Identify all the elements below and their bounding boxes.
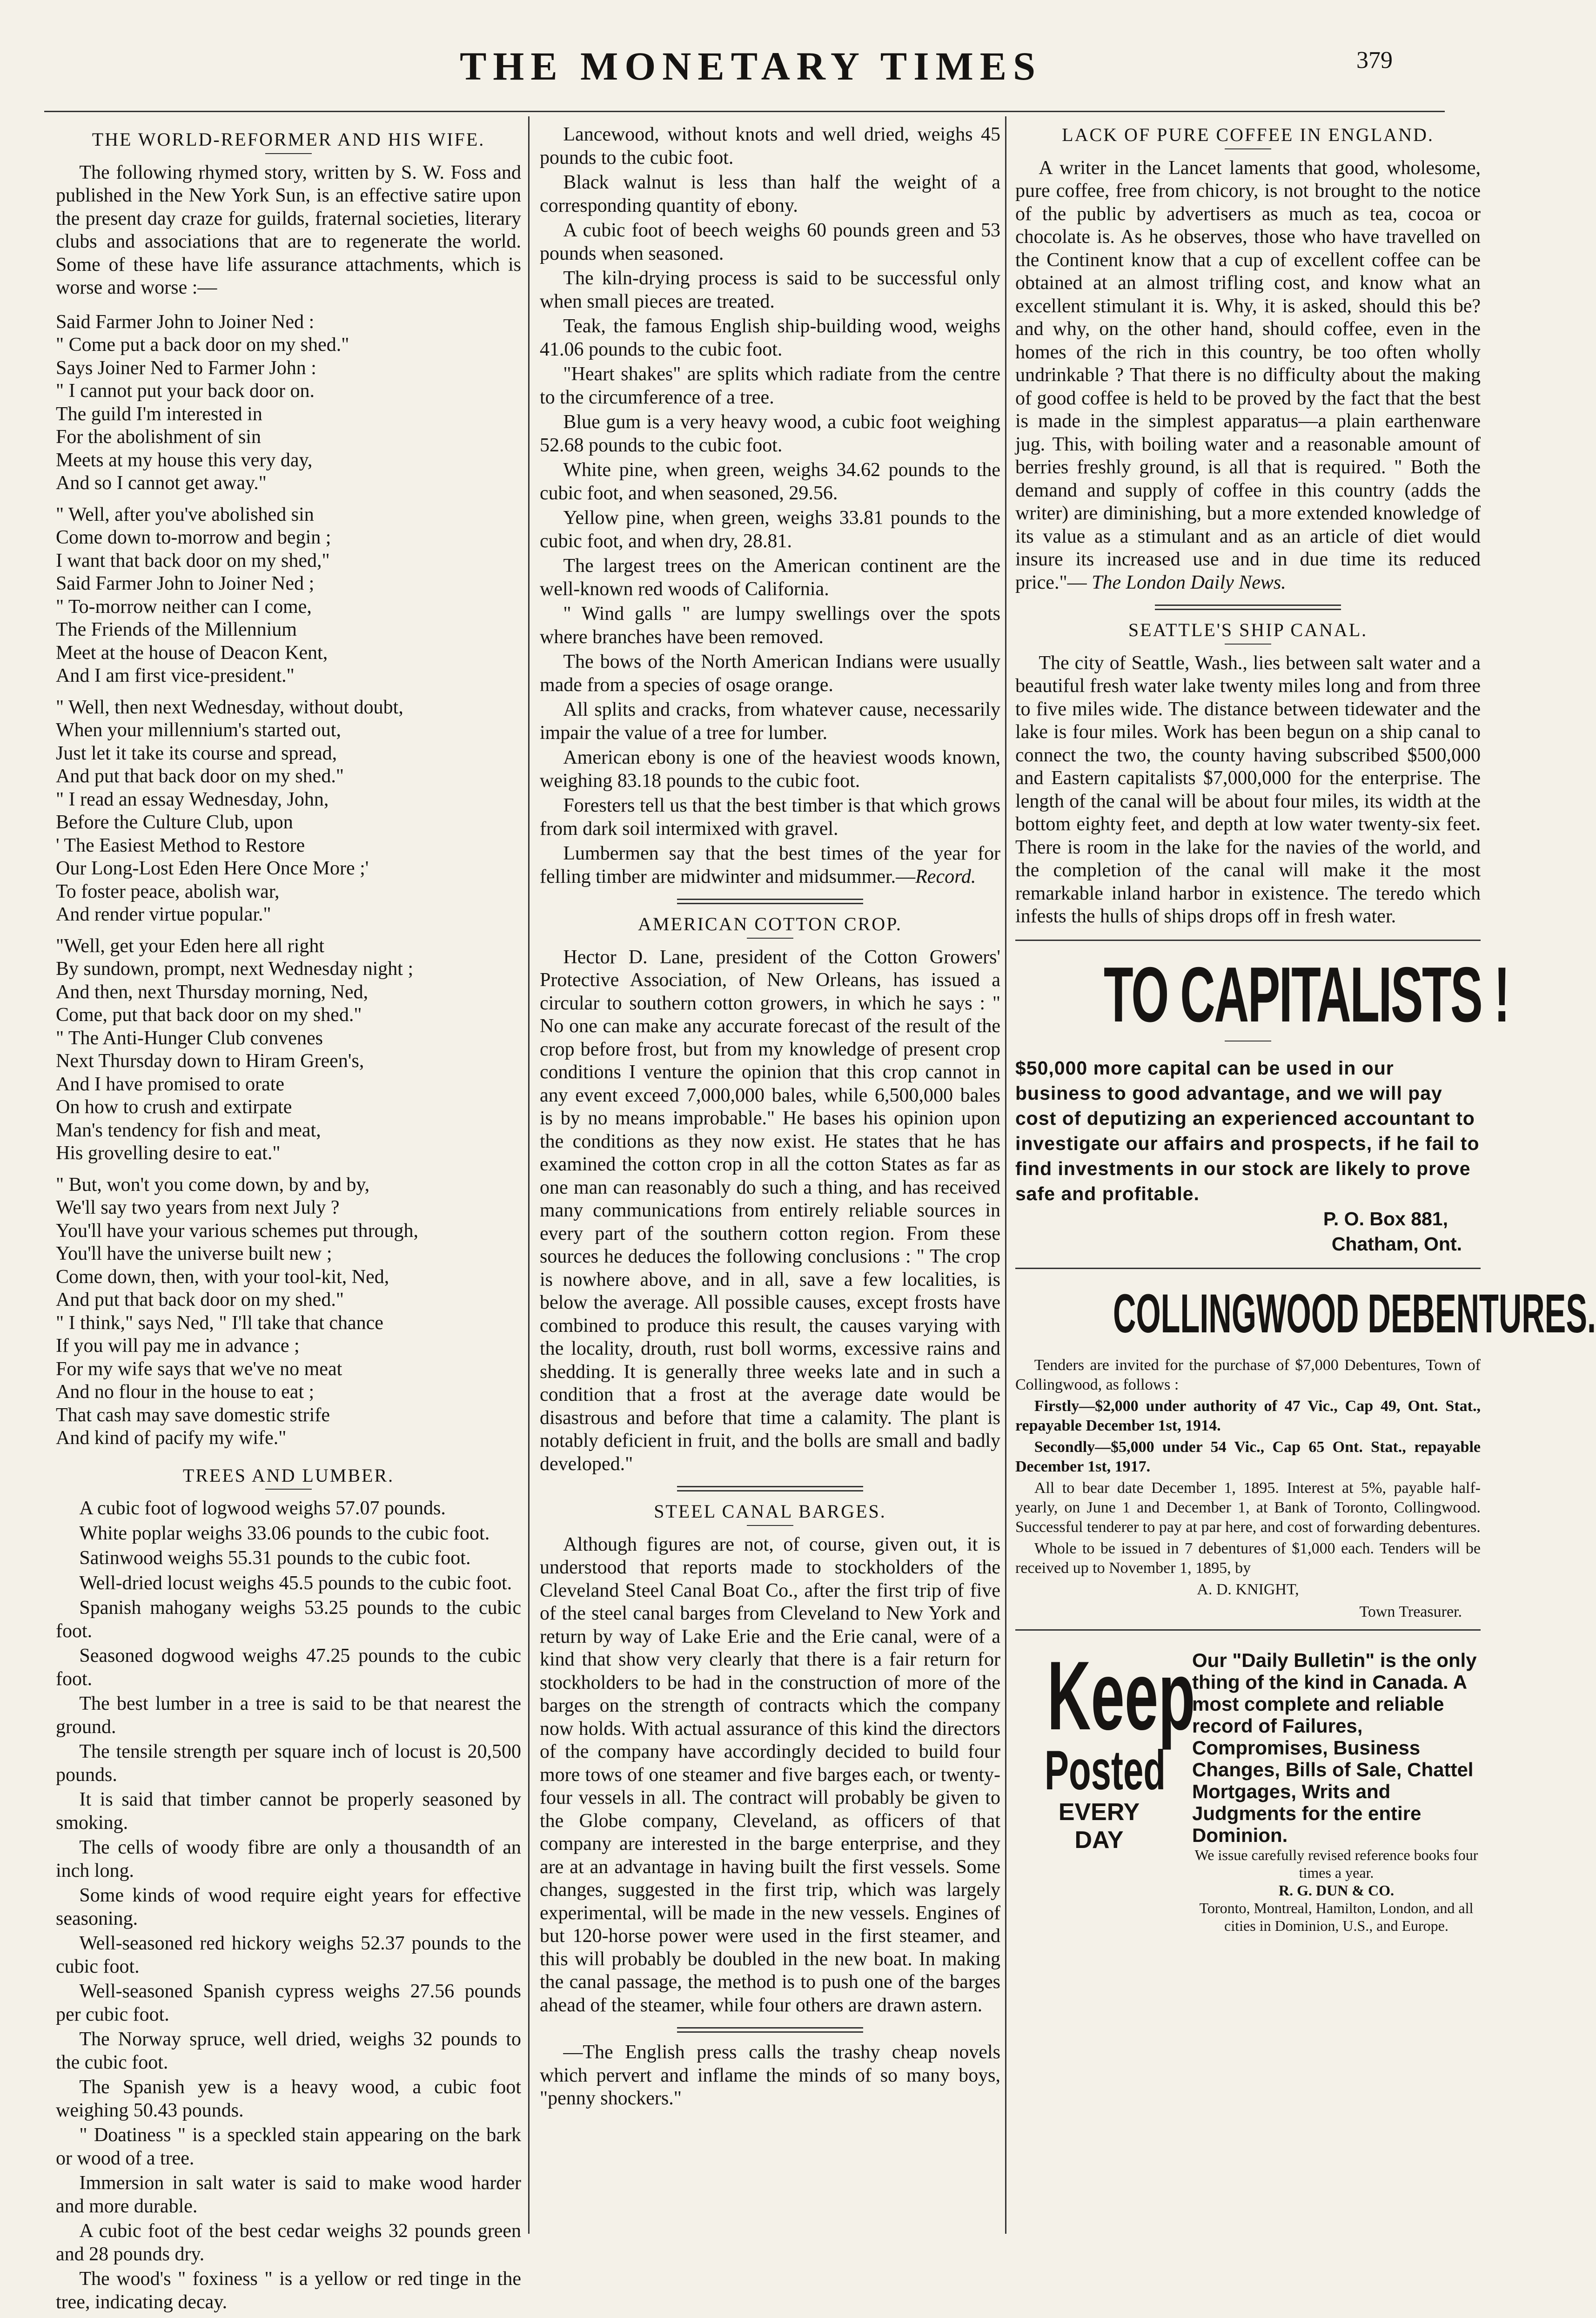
column-1 <box>56 123 521 2313</box>
collingwood-first: Firstly—$2,000 under authority of 47 Vic., Cap 49, Ont. Stat., repayable December 1st, 1914. <box>1015 1397 1481 1434</box>
daily-bulletin-text: Our "Daily Bulletin" is the only thing of the kind in Canada. A most complete and reliable record of Failures, Compromises, Business Changes, Bills of Sale, Chattel Mortgages, Writs and Judgments for the entire Dominion. <box>1192 1649 1477 1846</box>
poem-line: Man's tendency for fish and meat, <box>56 1119 321 1141</box>
column-rule-1 <box>528 116 530 2234</box>
every-word: EVERY <box>1058 1798 1140 1826</box>
trees-list-2 <box>540 123 1000 840</box>
trees-paragraph: The best lumber in a tree is said to be that nearest the ground. <box>56 1693 521 1738</box>
poem-line: His grovelling desire to eat." <box>56 1142 281 1164</box>
poem-line: Come down, then, with your tool-kit, Ned, <box>56 1266 389 1288</box>
title-dash <box>747 1525 793 1526</box>
column-2 <box>540 123 1000 2245</box>
poem-line: " But, won't you come down, by and by, <box>56 1174 370 1196</box>
world-reformer-intro: The following rhymed story, written by S. W. Foss and published in the New York Sun, is an effective satire upon the present day craze for guilds, fraternal societies, literary clubs and associations that are to regenerate the world. Some of these have life assurance attachments, which is worse and worse :— <box>56 161 521 298</box>
collingwood-name: A. D. KNIGHT, <box>1197 1580 1299 1598</box>
dun-firm: R. G. DUN & CO. <box>1279 1881 1394 1899</box>
poem-stanza <box>56 935 521 1165</box>
title-dash <box>265 1489 312 1490</box>
poem-line: " I cannot put your back door on. <box>56 380 315 402</box>
poem <box>56 311 521 1450</box>
poem-line: " To-morrow neither can I come, <box>56 596 312 618</box>
coffee-text <box>1015 157 1481 595</box>
capitalists-ad-headline: TO CAPITALISTS ! <box>1104 950 1509 1038</box>
collingwood-second: Secondly—$5,000 under 54 Vic., Cap 65 Ont. Stat., repayable December 1st, 1917. <box>1015 1438 1481 1475</box>
trees-paragraph: Well-dried locust weighs 45.5 pounds to the cubic foot. <box>79 1572 512 1594</box>
double-rule <box>677 2027 863 2033</box>
trees-source: Record. <box>915 866 976 887</box>
double-rule <box>677 1486 863 1492</box>
poem-line: Our Long-Lost Eden Here Once More ;' <box>56 858 369 879</box>
poem-line: That cash may save domestic strife <box>56 1404 330 1426</box>
poem-line: If you will pay me in advance ; <box>56 1335 300 1357</box>
poem-line: Meets at my house this very day, <box>56 449 313 471</box>
collingwood-whole: Whole to be issued in 7 debentures of $1,000 each. Tenders will be received up to November 1, 1895, by <box>1015 1539 1481 1577</box>
coffee-source: The London Daily News. <box>1092 571 1286 593</box>
trees-paragraph: Satinwood weighs 55.31 pounds to the cubic foot. <box>79 1547 471 1569</box>
poem-line: And no flour in the house to eat ; <box>56 1381 315 1403</box>
poem-line: " I think," says Ned, " I'll take that chance <box>56 1312 383 1334</box>
trees-paragraph: A cubic foot of the best cedar weighs 32 pounds green and 28 pounds dry. <box>56 2220 521 2265</box>
posted-word: Posted <box>1045 1739 1166 1801</box>
poem-line: We'll say two years from next July ? <box>56 1197 340 1218</box>
poem-line: Next Thursday down to Hiram Green's, <box>56 1050 364 1072</box>
title-dash <box>265 153 312 154</box>
trees-paragraph: Foresters tell us that the best timber is that which grows from dark soil intermixed with gravel. <box>540 795 1000 840</box>
column-3 <box>1015 123 1596 2245</box>
poem-line: You'll have the universe built new ; <box>56 1243 332 1264</box>
poem-line: I want that back door on my shed," <box>56 550 330 571</box>
poem-line: For the abolishment of sin <box>56 426 261 448</box>
press-note: —The English press calls the trashy cheap novels which pervert and inflame the minds of so many boys, "penny shockers." <box>540 2042 1000 2109</box>
title-dash <box>747 938 793 939</box>
poem-stanza <box>56 1174 521 1450</box>
trees-paragraph: Immersion in salt water is said to make wood harder and more durable. <box>56 2172 521 2217</box>
trees-paragraph: Well-seasoned red hickory weighs 52.37 pounds to the cubic foot. <box>56 1933 521 1977</box>
poem-line: And so I cannot get away." <box>56 472 267 494</box>
trees-paragraph: The Norway spruce, well dried, weighs 32 pounds to the cubic foot. <box>56 2029 521 2073</box>
double-rule <box>1155 605 1341 610</box>
trees-paragraph: The wood's " foxiness " is a yellow or red tinge in the tree, indicating decay. <box>56 2268 521 2313</box>
collingwood-role: Town Treasurer. <box>1359 1603 1462 1620</box>
capitalists-ad-box: P. O. Box 881, <box>1323 1208 1448 1230</box>
world-reformer-title: THE WORLD-REFORMER AND HIS WIFE. <box>92 129 485 150</box>
ad-rule <box>1015 1629 1481 1631</box>
poem-line: To foster peace, abolish war, <box>56 880 280 902</box>
poem-stanza <box>56 696 521 927</box>
trees-last-text: Lumbermen say that the best times of the year for felling timber are midwinter and midsummer.— <box>540 843 1000 887</box>
poem-line: Just let it take its course and spread, <box>56 742 337 764</box>
poem-line: " Well, then next Wednesday, without doubt, <box>56 696 403 718</box>
poem-line: And kind of pacify my wife." <box>56 1427 287 1449</box>
collingwood-intro: Tenders are invited for the purchase of $7,000 Debentures, Town of Collingwood, as follows : <box>1015 1356 1481 1393</box>
trees-paragraph: A cubic foot of beech weighs 60 pounds green and 53 pounds when seasoned. <box>540 220 1000 264</box>
header-rule <box>44 111 1445 112</box>
trees-paragraph: Teak, the famous English ship-building wood, weighs 41.06 pounds to the cubic foot. <box>540 316 1000 360</box>
poem-line: And then, next Thursday morning, Ned, <box>56 981 369 1003</box>
poem-line: " I read an essay Wednesday, John, <box>56 788 329 810</box>
poem-stanza <box>56 504 521 688</box>
poem-line: " The Anti-Hunger Club convenes <box>56 1027 323 1049</box>
masthead-title: THE MONETARY TIMES <box>460 44 1042 88</box>
trees-paragraph: The bows of the North American Indians were usually made from a species of osage orange. <box>540 651 1000 696</box>
column-rule-2 <box>1005 116 1006 2234</box>
trees-paragraph: All splits and cracks, from whatever cause, necessarily impair the value of a tree for lumber. <box>540 699 1000 744</box>
coffee-title: LACK OF PURE COFFEE IN ENGLAND. <box>1062 124 1434 145</box>
seattle-text: The city of Seattle, Wash., lies between salt water and a beautiful fresh water lake twenty miles long and from three to five miles wide. The distance between tidewater and the lake is four miles. Work has been begun on a ship canal to connect the two, the county having subscribed $500,000 and Eastern capitalists $7,000,000 for the enterprise. The length of the canal will be about four miles, its width at the bottom eighty feet, and depth at low water twenty-six feet. There is room in the lake for the navies of the world, and the completion of the canal will make it the most remarkable inland harbor in existence. The teredo which infests the hulls of ships drops off in fresh water. <box>1015 652 1481 927</box>
trees-last-paragraph <box>540 842 1000 888</box>
trees-paragraph: The cells of woody fibre are only a thousandth of an inch long. <box>56 1837 521 1881</box>
steel-text: Although figures are not, of course, given out, it is understood that reports made to stockholders of the Cleveland Steel Canal Boat Co., after the first trip of five of the steel canal barges from Cleveland to New York and return by way of Lake Erie and the Erie canal, were of a kind that show very clearly that there is a fair return for stockholders to be had in the construction of more of the barges on the strength of contracts which the company now holds. With actual assurance of this kind the directors of the company have accordingly decided to build four more tows of one steamer and five barges each, or twenty-four vessels in all. The contract will probably be given to the Globe company, Cleveland, as officers of that company are interested in the barge enterprise, and they are at an advantage in having built the first vessels. Some changes, suggested in the first trip, which was largely experimental, will be made in the new vessels. Engines of but 120-horse power were used in the first steamer, and this will probably be doubled in the new boat. In making the canal passage, the method is to push one of the barges ahead of the steamer, while four others are drawn astern. <box>540 1533 1000 2016</box>
coffee-body: A writer in the Lancet laments that good, wholesome, pure coffee, free from chicory, is not brought to the notice of the public by advertisers as much as tea, cocoa or chocolate is. As he observes, those who have travelled on the Continent know that a cup of excellent coffee can be obtained at an almost trifling cost, and know what an excellent stimulant it is. Why, it is asked, should this be? and why, on the other hand, should coffee, even in the homes of the rich in this country, be too often wholly undrinkable ? That there is no difficulty about the making of good coffee is held to be proved by the fact that the best is made in the simplest apparatus—a plain earthenware jug. This, with boiling water and a reasonable amount of berries freshly ground, is all that is required. " Both the demand and supply of coffee in this country (adds the writer) are diminishing, but a more extended knowledge of its value as a stimulant and as an article of diet would insure its increased use and in due time its reduced price."— <box>1015 157 1481 593</box>
trees-paragraph: White poplar weighs 33.06 pounds to the cubic foot. <box>79 1522 490 1544</box>
trees-paragraph: American ebony is one of the heaviest woods known, weighing 83.18 pounds to the cubic foot. <box>540 747 1000 792</box>
poem-line: The Friends of the Millennium <box>56 619 297 640</box>
poem-line: And render virtue popular." <box>56 904 271 925</box>
poem-line: Come, put that back door on my shed." <box>56 1004 362 1026</box>
trees-paragraph: " Wind galls " are lumpy swellings over the spots where branches have been removed. <box>540 603 1000 648</box>
steel-title: STEEL CANAL BARGES. <box>654 1501 886 1522</box>
trees-paragraph: Blue gum is a very heavy wood, a cubic foot weighing 52.68 pounds to the cubic foot. <box>540 411 1000 456</box>
trees-paragraph: It is said that timber cannot be properly seasoned by smoking. <box>56 1789 521 1834</box>
keep-posted-copy <box>1183 1649 1481 1935</box>
poem-line: When your millennium's started out, <box>56 719 341 741</box>
capitalists-ad-body: $50,000 more capital can be used in our business to good advantage, and we will pay cost of deputizing an experienced accountant to investigate our affairs and prospects, if he fail to find investments in our stock are likely to prove safe and profitable. <box>1015 1057 1480 1204</box>
poem-line: "Well, get your Eden here all right <box>56 935 325 957</box>
poem-line: ' The Easiest Method to Restore <box>56 834 305 856</box>
cotton-title: AMERICAN COTTON CROP. <box>638 914 902 934</box>
trees-paragraph: Spanish mahogany weighs 53.25 pounds to the cubic foot. <box>56 1597 521 1642</box>
collingwood-ad <box>1015 1356 1481 1625</box>
keep-word: Keep <box>1047 1640 1195 1750</box>
collingwood-date: All to bear date December 1, 1895. Interest at 5%, payable half-yearly, on June 1 and December 1, at Bank of Toronto, Collingwood. Successful tenderer to pay at par here, and cost of forwarding debentures. <box>1015 1479 1481 1536</box>
seattle-title: SEATTLE'S SHIP CANAL. <box>1128 619 1368 640</box>
title-dash <box>1225 148 1271 149</box>
poem-stanza <box>56 311 521 495</box>
ad-rule <box>1015 940 1481 941</box>
trees-paragraph: Seasoned dogwood weighs 47.25 pounds to the cubic foot. <box>56 1645 521 1690</box>
poem-line: And I have promised to orate <box>56 1073 285 1095</box>
poem-line: By sundown, prompt, next Wednesday night ; <box>56 958 414 980</box>
reference-books-text: We issue carefully revised reference books four times a year. <box>1194 1846 1478 1881</box>
poem-line: Said Farmer John to Joiner Ned ; <box>56 573 315 594</box>
trees-paragraph: Lancewood, without knots and well dried, weighs 45 pounds to the cubic foot. <box>540 124 1000 168</box>
capitalists-ad-city: Chatham, Ont. <box>1331 1233 1462 1255</box>
trees-paragraph: "Heart shakes" are splits which radiate from the centre to the circumference of a tree. <box>540 363 1000 408</box>
poem-line: Before the Culture Club, upon <box>56 812 293 833</box>
trees-title: TREES AND LUMBER. <box>182 1465 395 1486</box>
keep-posted-ad <box>1015 1640 1481 1935</box>
poem-line: " Come put a back door on my shed." <box>56 334 349 356</box>
trees-paragraph: The largest trees on the American continent are the well-known red woods of California. <box>540 555 1000 600</box>
trees-paragraph: Well-seasoned Spanish cypress weighs 27.56 pounds per cubic foot. <box>56 1981 521 2025</box>
trees-paragraph: White pine, when green, weighs 34.62 pounds to the cubic foot, and when seasoned, 29.56. <box>540 459 1000 504</box>
trees-paragraph: Black walnut is less than half the weight of a corresponding quantity of ebony. <box>540 172 1000 216</box>
page-number: 379 <box>1356 47 1393 74</box>
poem-line: Said Farmer John to Joiner Ned : <box>56 311 315 333</box>
trees-paragraph: The kiln-drying process is said to be successful only when small pieces are treated. <box>540 268 1000 312</box>
poem-line: " Well, after you've abolished sin <box>56 504 314 525</box>
day-word: DAY <box>1074 1826 1124 1854</box>
collingwood-headline: COLLINGWOOD DEBENTURES. <box>1113 1283 1596 1344</box>
ad-rule <box>1015 1268 1481 1269</box>
trees-list-1 <box>56 1497 521 2314</box>
poem-line: Come down to-morrow and begin ; <box>56 527 331 548</box>
dun-cities: Toronto, Montreal, Hamilton, London, and all cities in Dominion, U.S., and Europe. <box>1199 1899 1474 1934</box>
poem-line: And I am first vice-president." <box>56 665 295 686</box>
double-rule <box>677 899 863 904</box>
cotton-text: Hector D. Lane, president of the Cotton Growers' Protective Association, of New Orleans, has issued a circular to southern cotton growers, in which he says : " No one can make any accurate forecast of the result of the crop before frost, but from my knowledge of present crop conditions I venture the opinion that this crop cannot in any event exceed 7,000,000 bales, while 6,500,000 bales is by no means improbable." He bases his opinion upon the conditions as they now exist. He states that he has examined the cotton crop in all the cotton States as far as one man can reasonably do such a thing, and has received many communications from entirely reliable sources in every part of the southern cotton region. From these sources he deduces the following conclusions : " The crop is nowhere above, and in all, save a few localities, is below the average. All possible causes, except frosts have combined to produce this result, the causes varying with the locality, drouth, rust boll worms, excessive rains and shedding. It is generally three weeks late and in such a condition that a frost at the average date would be disastrous and before that time a calamity. The plant is notably deficient in fruit, and the bolls are small and badly developed." <box>540 946 1000 1475</box>
poem-line: And put that back door on my shed." <box>56 766 344 787</box>
trees-paragraph: The Spanish yew is a heavy wood, a cubic foot weighing 50.43 pounds. <box>56 2076 521 2121</box>
keep-posted-lettering <box>1015 1640 1195 1935</box>
trees-paragraph: Yellow pine, when green, weighs 33.81 pounds to the cubic foot, and when dry, 28.81. <box>540 507 1000 552</box>
poem-line: For my wife says that we've no meat <box>56 1358 342 1380</box>
poem-line: You'll have your various schemes put through, <box>56 1220 419 1242</box>
trees-paragraph: " Doatiness " is a speckled stain appearing on the bark or wood of a tree. <box>56 2124 521 2169</box>
poem-line: And put that back door on my shed." <box>56 1289 344 1310</box>
trees-paragraph: Some kinds of wood require eight years for effective seasoning. <box>56 1885 521 1929</box>
trees-paragraph: A cubic foot of logwood weighs 57.07 pounds. <box>79 1498 446 1519</box>
poem-line: On how to crush and extirpate <box>56 1096 292 1118</box>
poem-line: Says Joiner Ned to Farmer John : <box>56 357 316 379</box>
poem-line: The guild I'm interested in <box>56 403 262 425</box>
trees-paragraph: The tensile strength per square inch of locust is 20,500 pounds. <box>56 1741 521 1786</box>
title-dash <box>1225 644 1271 645</box>
poem-line: Meet at the house of Deacon Kent, <box>56 642 328 664</box>
